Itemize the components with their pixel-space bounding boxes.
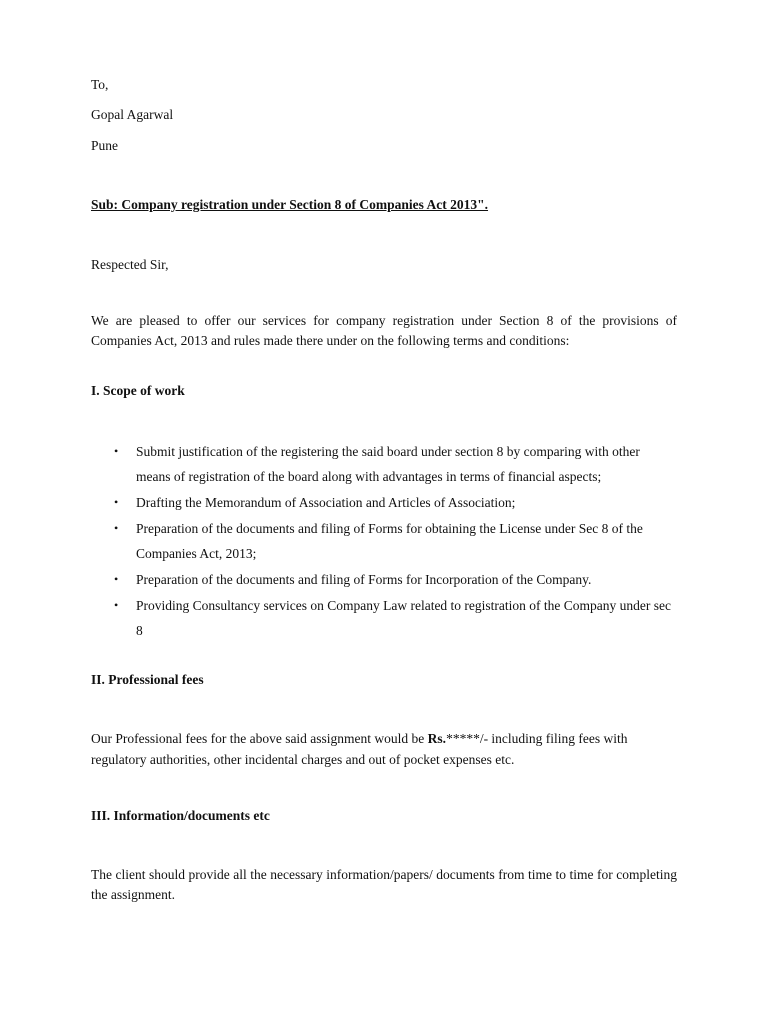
scope-list — [91, 439, 677, 644]
scope-item-text: Drafting the Memorandum of Association and Articles of Association; — [136, 495, 516, 510]
fees-text-after: *****/- including filing fees with regulatory authorities, other incidental charges and out of pocket expenses etc. — [91, 731, 628, 767]
scope-item — [91, 439, 677, 489]
info-heading: III. Information/documents etc — [91, 808, 270, 823]
scope-item — [91, 593, 677, 643]
scope-item — [91, 567, 677, 592]
subject-line: Sub: Company registration under Section 8 of Companies Act 2013". — [91, 197, 489, 212]
scope-item-text: Submit justification of the registering the said board under section 8 by comparing with other means of registration of the board along with advantages in terms of financial aspects; — [136, 444, 640, 484]
bullet-icon: • — [114, 572, 119, 586]
scope-item-text: Preparation of the documents and filing of Forms for Incorporation of the Company. — [136, 572, 592, 587]
bullet-icon: • — [114, 598, 119, 612]
fees-text-before: Our Professional fees for the above said assignment would be — [91, 731, 428, 746]
scope-item — [91, 490, 677, 515]
scope-item-text: Preparation of the documents and filing of Forms for obtaining the License under Sec 8 of the Companies Act, 2013; — [136, 521, 643, 561]
fees-heading: II. Professional fees — [91, 672, 204, 687]
scope-heading: I. Scope of work — [91, 383, 185, 398]
recipient-name: Gopal Agarwal — [91, 107, 174, 122]
scope-item-text: Providing Consultancy services on Company Law related to registration of the Company under sec 8 — [136, 598, 672, 638]
bullet-icon: • — [114, 444, 119, 458]
scope-item — [91, 516, 677, 566]
intro-paragraph: We are pleased to offer our services for company registration under Section 8 of the provisions of Companies Act, 2013 and rules made there under on the following terms and conditions: — [91, 313, 677, 348]
info-paragraph: The client should provide all the necessary information/papers/ documents from time to time for completing the assignment. — [91, 867, 677, 902]
to-label: To, — [91, 77, 109, 92]
bullet-icon: • — [114, 495, 119, 509]
fees-amount: Rs. — [427, 731, 447, 746]
fees-paragraph — [91, 728, 677, 770]
salutation: Respected Sir, — [91, 257, 169, 272]
recipient-city: Pune — [91, 138, 118, 153]
bullet-icon: • — [114, 521, 119, 535]
